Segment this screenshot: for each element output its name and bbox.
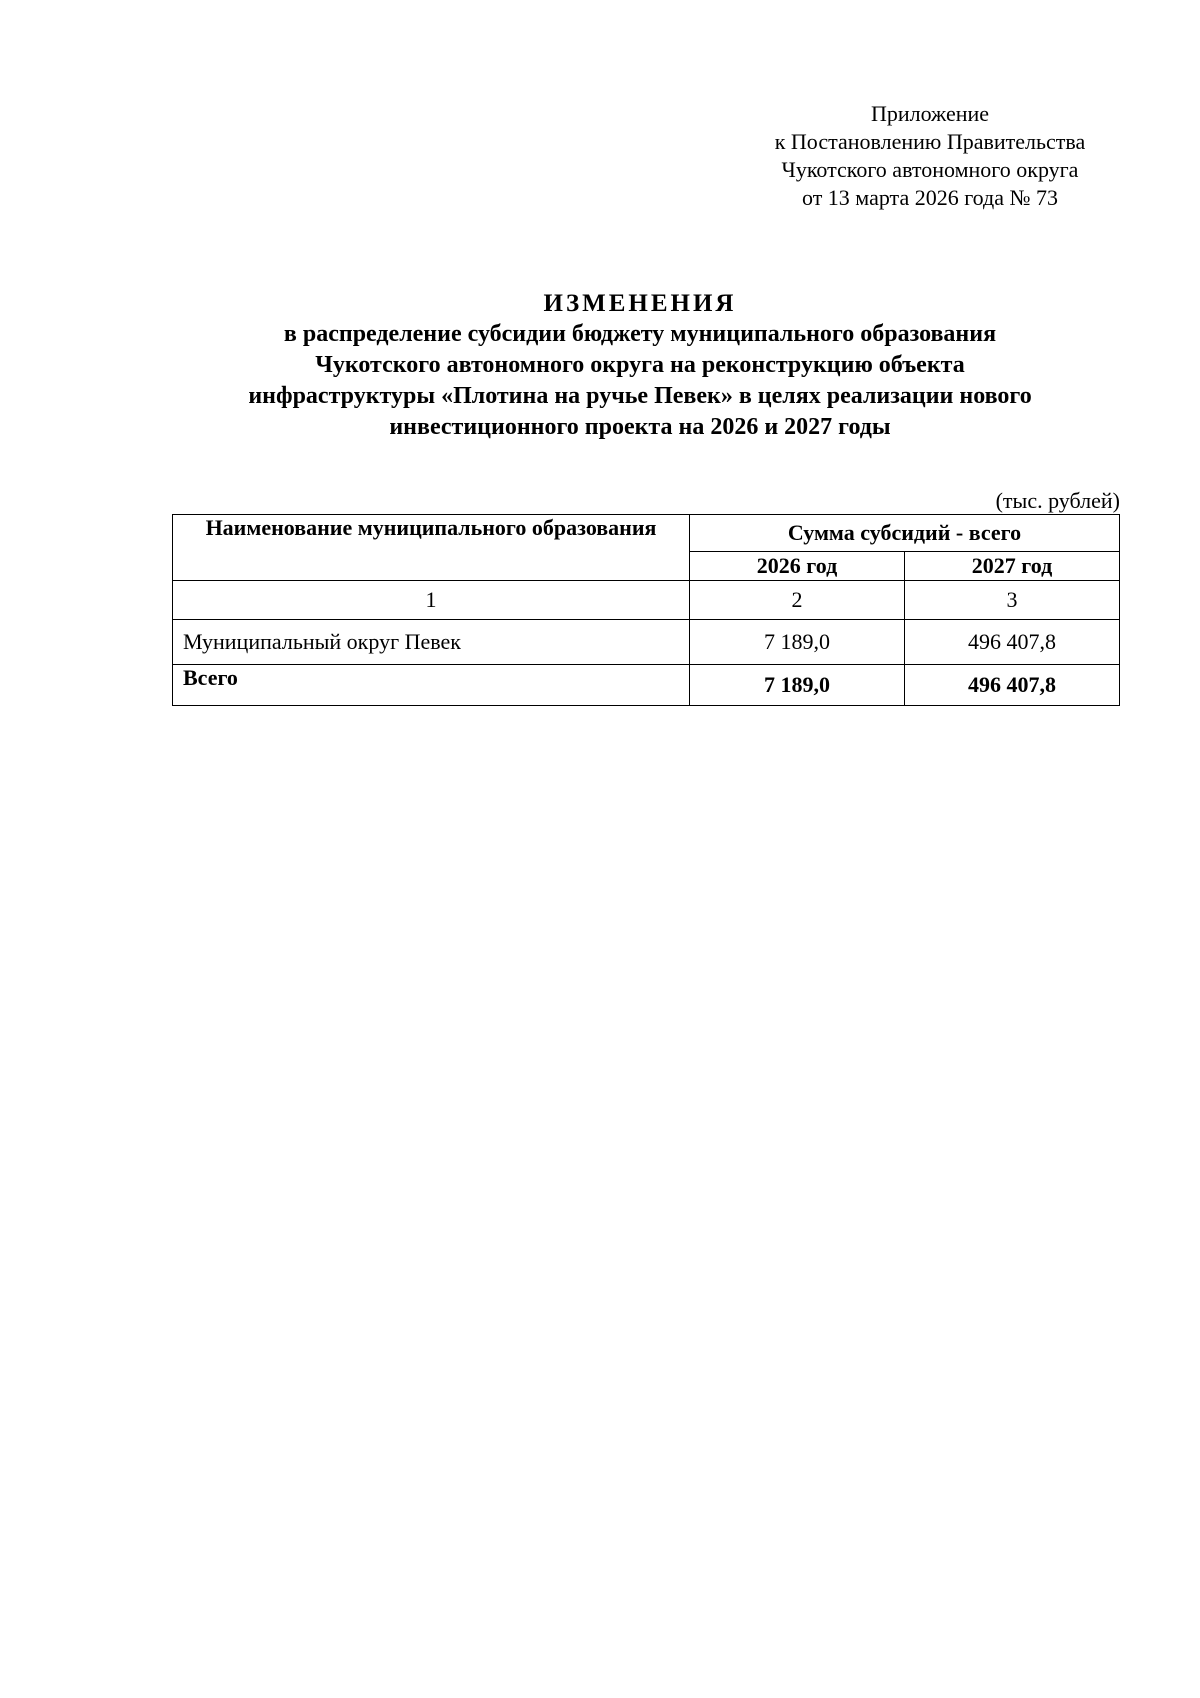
title-line-2: Чукотского автономного округа на реконструкцию объекта — [315, 352, 965, 378]
title-line-4: инвестиционного проекта на 2026 и 2027 годы — [389, 414, 891, 440]
annex-line-1: Приложение — [870, 101, 990, 126]
annex-line-4: от 13 марта 2026 года № 73 — [801, 185, 1058, 210]
total-label: Всего — [173, 665, 690, 706]
table-header-row — [173, 515, 1120, 552]
amount-2027: 496 407,8 — [905, 620, 1120, 665]
table-total-row — [173, 665, 1120, 706]
header-total-subsidy: Сумма субсидий - всего — [690, 515, 1120, 552]
table-row — [173, 620, 1120, 665]
municipality-name: Муниципальный округ Певек — [173, 620, 690, 665]
header-year-2027: 2027 год — [905, 552, 1120, 581]
total-2027: 496 407,8 — [905, 665, 1120, 706]
total-2026: 7 189,0 — [690, 665, 905, 706]
column-number-3: 3 — [905, 581, 1120, 620]
document-title — [160, 288, 1120, 443]
amount-2026: 7 189,0 — [690, 620, 905, 665]
title-line-1: в распределение субсидии бюджету муниципального образования — [283, 321, 997, 347]
units-label: (тыс. рублей) — [995, 488, 1120, 513]
table-column-numbers-row — [173, 581, 1120, 620]
column-number-2: 2 — [690, 581, 905, 620]
annex-line-3: Чукотского автономного округа — [781, 157, 1079, 182]
header-year-2026: 2026 год — [690, 552, 905, 581]
column-number-1: 1 — [173, 581, 690, 620]
header-municipality: Наименование муниципального образования — [173, 515, 690, 581]
title-main: ИЗМЕНЕНИЯ — [543, 290, 737, 317]
title-line-3: инфраструктуры «Плотина на ручье Певек» в целях реализации нового — [248, 383, 1032, 409]
annex-header — [740, 100, 1120, 212]
annex-line-2: к Постановлению Правительства — [774, 129, 1086, 154]
subsidy-table — [172, 514, 1120, 706]
